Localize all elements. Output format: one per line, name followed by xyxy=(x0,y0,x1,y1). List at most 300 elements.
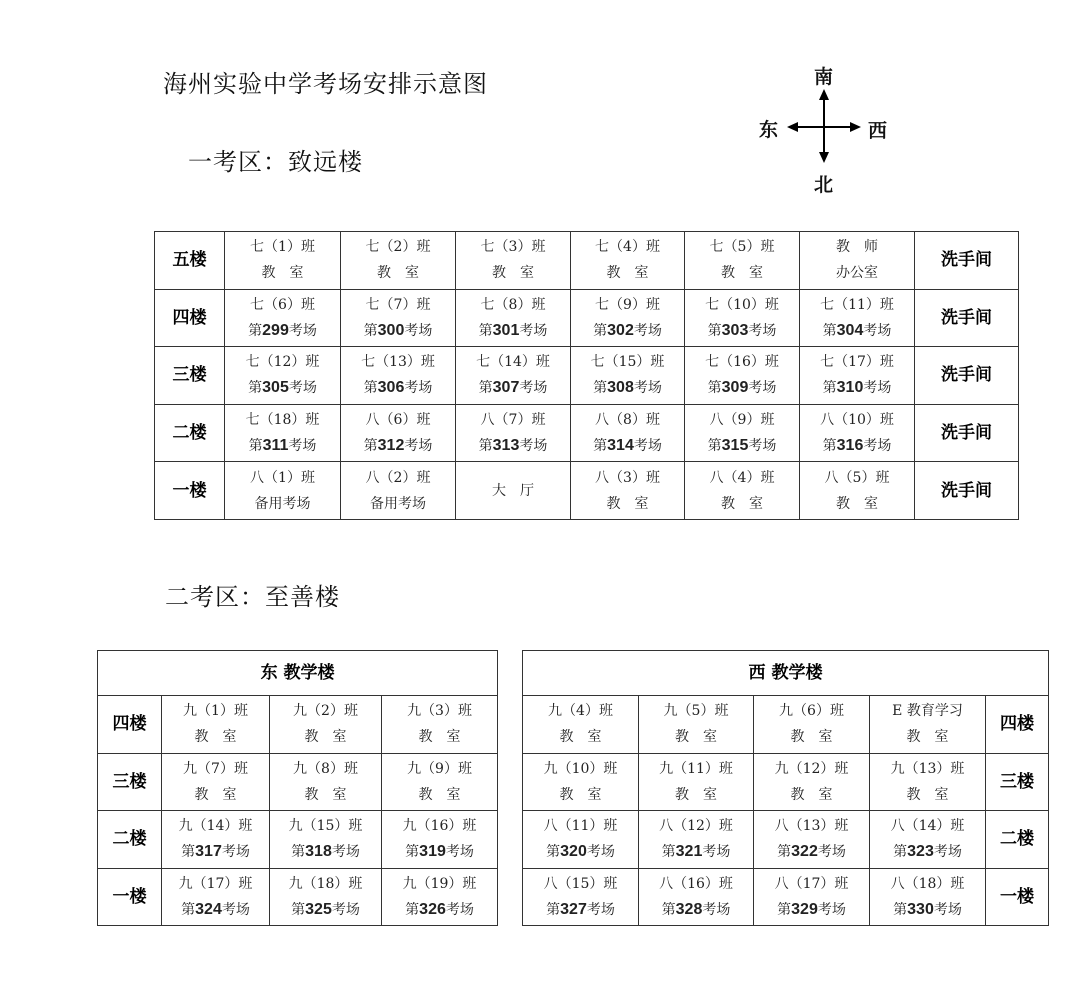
compass-top-label: 南 xyxy=(814,66,834,88)
class-label: 七（15）班 xyxy=(590,354,665,371)
class-label: 九（10）班 xyxy=(543,760,618,777)
room-cell xyxy=(225,232,341,290)
room-cell xyxy=(341,462,456,520)
floor-label: 二楼 xyxy=(986,811,1049,869)
exam-room-label xyxy=(225,375,340,401)
room-type-label: 教 室 xyxy=(377,265,419,282)
exam-room-number: 317 xyxy=(195,843,222,861)
exam-room-prefix: 第 xyxy=(248,380,263,397)
class-label: 七（17）班 xyxy=(820,354,894,371)
room-cell xyxy=(800,289,915,347)
washroom-cell: 洗手间 xyxy=(915,289,1019,347)
room-cell xyxy=(754,811,870,869)
exam-room-prefix: 第 xyxy=(707,322,722,339)
room-cell xyxy=(523,696,639,754)
exam-room-label xyxy=(523,897,638,923)
exam-room-prefix: 第 xyxy=(405,844,420,861)
exam-room-suffix: 考场 xyxy=(702,902,731,919)
room-cell xyxy=(754,868,870,926)
room-cell xyxy=(456,232,571,290)
exam-room-suffix: 考场 xyxy=(331,902,360,919)
room-cell xyxy=(870,696,986,754)
room-cell xyxy=(639,811,754,869)
exam-room-suffix: 考场 xyxy=(863,322,892,339)
west-floor-row xyxy=(523,868,1049,926)
room-cell xyxy=(754,696,870,754)
east-floor-row xyxy=(98,811,498,869)
floor-label: 一楼 xyxy=(98,868,162,926)
class-label: 八（18）班 xyxy=(890,876,965,893)
room-type-label: 教 室 xyxy=(721,495,763,512)
exam-room-prefix: 第 xyxy=(822,322,837,339)
exam-room-suffix: 考场 xyxy=(586,902,615,919)
room-cell xyxy=(270,868,382,926)
floor-label: 三楼 xyxy=(155,347,225,405)
exam-room-label xyxy=(341,318,455,344)
exam-room-number: 319 xyxy=(419,843,446,861)
exam-room-suffix: 考场 xyxy=(288,438,317,455)
exam-room-suffix: 考场 xyxy=(404,322,433,339)
room-cell xyxy=(571,347,685,405)
class-label: 九（2）班 xyxy=(293,703,358,720)
exam-room-suffix: 考场 xyxy=(519,380,548,397)
class-label: 八（15）班 xyxy=(543,876,618,893)
room-type-label: 教 室 xyxy=(559,729,602,746)
zone1-rows xyxy=(155,232,1019,520)
exam-room-number: 308 xyxy=(607,379,634,397)
class-label: 七（12）班 xyxy=(245,354,320,371)
room-type-label: 备用考场 xyxy=(370,495,426,512)
exam-room-prefix: 第 xyxy=(363,322,378,339)
floor-label: 五楼 xyxy=(155,232,225,290)
room-type-label: 教 室 xyxy=(790,786,833,803)
class-label: 八（13）班 xyxy=(774,818,849,835)
room-cell xyxy=(800,347,915,405)
exam-room-suffix: 考场 xyxy=(633,322,662,339)
room-cell xyxy=(341,404,456,462)
floor-label: 三楼 xyxy=(986,753,1049,811)
class-label: 七（7）班 xyxy=(365,296,431,313)
west-floor-row xyxy=(523,811,1049,869)
exam-room-number: 322 xyxy=(791,843,818,861)
room-cell xyxy=(685,289,800,347)
room-cell xyxy=(456,404,571,462)
zone1-floor-row xyxy=(155,232,1019,290)
exam-room-number: 316 xyxy=(836,437,864,455)
exam-room-label xyxy=(639,839,753,865)
exam-room-label xyxy=(225,433,340,459)
room-cell xyxy=(639,753,754,811)
room-cell xyxy=(270,696,382,754)
exam-room-number: 302 xyxy=(607,321,634,339)
room-cell xyxy=(225,462,341,520)
room-cell xyxy=(571,404,685,462)
room-cell xyxy=(341,289,456,347)
zone1-floor-row xyxy=(155,289,1019,347)
class-label: 八（14）班 xyxy=(890,818,965,835)
room-cell xyxy=(270,811,382,869)
exam-room-suffix: 考场 xyxy=(748,322,777,339)
room-cell xyxy=(571,232,685,290)
class-label: 八（9）班 xyxy=(709,412,775,429)
zone1-floor-row xyxy=(155,404,1019,462)
class-label: 八（11）班 xyxy=(543,818,618,835)
room-type-label: 办公室 xyxy=(836,265,878,282)
exam-room-number: 325 xyxy=(305,901,332,919)
class-label: 七（8）班 xyxy=(480,296,546,313)
exam-room-prefix: 第 xyxy=(248,438,263,455)
washroom-cell: 洗手间 xyxy=(915,232,1019,290)
room-cell xyxy=(523,868,639,926)
washroom-cell: 洗手间 xyxy=(915,404,1019,462)
west-floor-row xyxy=(523,753,1049,811)
exam-room-number: 312 xyxy=(377,437,405,455)
exam-room-label xyxy=(456,318,570,344)
class-label: 九（8）班 xyxy=(293,760,358,777)
exam-room-suffix: 考场 xyxy=(519,438,548,455)
class-label: 七（3）班 xyxy=(480,239,546,256)
room-cell xyxy=(456,347,571,405)
room-cell xyxy=(456,289,571,347)
compass xyxy=(755,58,895,196)
room-cell xyxy=(162,696,270,754)
exam-room-label xyxy=(870,897,985,923)
class-label: E 教育学习 xyxy=(892,703,963,720)
room-cell xyxy=(382,753,498,811)
room-cell xyxy=(754,753,870,811)
exam-room-suffix: 考场 xyxy=(633,438,662,455)
class-label: 八（16）班 xyxy=(659,876,733,893)
floor-label: 一楼 xyxy=(986,868,1049,926)
exam-room-label xyxy=(800,318,914,344)
exam-room-suffix: 考场 xyxy=(586,844,615,861)
compass-bottom-label: 北 xyxy=(814,174,834,196)
exam-room-prefix: 第 xyxy=(181,902,196,919)
room-type-label: 教 室 xyxy=(559,786,602,803)
compass-left-label: 东 xyxy=(759,119,779,141)
compass-right-label: 西 xyxy=(868,120,888,142)
west-header-row xyxy=(523,651,1049,696)
exam-room-number: 306 xyxy=(377,379,405,397)
exam-room-suffix: 考场 xyxy=(404,438,433,455)
room-cell xyxy=(162,811,270,869)
exam-room-number: 314 xyxy=(607,437,634,455)
exam-room-suffix: 考场 xyxy=(288,380,317,397)
room-cell xyxy=(685,232,800,290)
exam-room-prefix: 第 xyxy=(405,902,420,919)
class-label: 八（3）班 xyxy=(595,469,660,486)
exam-room-prefix: 第 xyxy=(248,322,263,339)
exam-room-number: 330 xyxy=(907,901,934,919)
room-cell xyxy=(270,753,382,811)
exam-room-suffix: 考场 xyxy=(933,844,962,861)
room-cell xyxy=(523,753,639,811)
exam-room-suffix: 考场 xyxy=(404,380,433,397)
exam-room-label xyxy=(162,839,269,865)
zone2-title: 二考区：至善楼 xyxy=(165,583,340,611)
class-label: 八（10）班 xyxy=(820,412,894,429)
exam-room-prefix: 第 xyxy=(707,438,722,455)
class-label: 八（17）班 xyxy=(774,876,849,893)
exam-room-label xyxy=(225,318,340,344)
exam-room-label xyxy=(456,375,570,401)
room-cell xyxy=(639,696,754,754)
washroom-cell: 洗手间 xyxy=(915,347,1019,405)
floor-label: 四楼 xyxy=(986,696,1049,754)
class-label: 七（9）班 xyxy=(595,296,660,313)
exam-room-number: 320 xyxy=(560,843,587,861)
exam-room-suffix: 考场 xyxy=(748,380,777,397)
room-type-label: 教 室 xyxy=(261,265,304,282)
exam-room-prefix: 第 xyxy=(546,844,561,861)
exam-room-number: 305 xyxy=(262,379,289,397)
class-label: 八（6）班 xyxy=(365,412,431,429)
room-type-label: 教 室 xyxy=(906,729,949,746)
class-label: 八（1）班 xyxy=(250,469,315,486)
class-label: 七（13）班 xyxy=(361,354,435,371)
floor-label: 二楼 xyxy=(155,404,225,462)
exam-room-suffix: 考场 xyxy=(519,322,548,339)
room-type-label: 教 室 xyxy=(606,265,649,282)
exam-room-suffix: 考场 xyxy=(863,438,892,455)
exam-room-prefix: 第 xyxy=(478,438,493,455)
class-label: 七（6）班 xyxy=(250,296,315,313)
exam-room-number: 321 xyxy=(675,843,703,861)
class-label: 九（12）班 xyxy=(774,760,849,777)
zone1-title: 一考区：致远楼 xyxy=(188,148,363,176)
east-floor-row xyxy=(98,753,498,811)
exam-room-prefix: 第 xyxy=(777,902,792,919)
class-label: 九（5）班 xyxy=(663,703,729,720)
exam-room-number: 301 xyxy=(492,321,520,339)
east-building-header: 东 教学楼 xyxy=(98,651,498,696)
class-label: 九（14）班 xyxy=(178,818,253,835)
exam-room-suffix: 考场 xyxy=(633,380,662,397)
exam-room-suffix: 考场 xyxy=(445,844,474,861)
zone2-west-rows xyxy=(523,651,1049,926)
room-type-label: 教 室 xyxy=(721,265,763,282)
exam-room-number: 304 xyxy=(836,321,864,339)
exam-room-label xyxy=(639,897,753,923)
exam-room-prefix: 第 xyxy=(181,844,196,861)
room-cell xyxy=(162,868,270,926)
exam-room-label xyxy=(270,839,381,865)
exam-room-label xyxy=(800,375,914,401)
room-type-label: 教 室 xyxy=(606,495,649,512)
room-cell xyxy=(870,811,986,869)
room-cell xyxy=(870,868,986,926)
exam-room-suffix: 考场 xyxy=(817,844,846,861)
class-label: 九（4）班 xyxy=(548,703,613,720)
exam-room-number: 328 xyxy=(675,901,703,919)
room-cell xyxy=(639,868,754,926)
room-type-label: 教 室 xyxy=(418,786,461,803)
room-type-label: 教 室 xyxy=(675,786,717,803)
exam-room-prefix: 第 xyxy=(478,322,493,339)
exam-room-label xyxy=(341,433,455,459)
room-cell xyxy=(382,868,498,926)
zone1-floor-row xyxy=(155,347,1019,405)
exam-room-prefix: 第 xyxy=(893,902,908,919)
class-label: 教 师 xyxy=(836,239,878,256)
room-type-label: 教 室 xyxy=(304,786,347,803)
class-label: 八（7）班 xyxy=(480,412,546,429)
floor-label: 四楼 xyxy=(98,696,162,754)
exam-room-label xyxy=(341,375,455,401)
exam-room-label xyxy=(270,897,381,923)
exam-room-label xyxy=(382,839,497,865)
exam-room-prefix: 第 xyxy=(593,322,608,339)
room-cell xyxy=(382,696,498,754)
class-label: 九（17）班 xyxy=(178,876,253,893)
floor-label: 二楼 xyxy=(98,811,162,869)
east-floor-row xyxy=(98,696,498,754)
exam-room-prefix: 第 xyxy=(893,844,908,861)
class-label: 八（12）班 xyxy=(659,818,733,835)
exam-room-number: 318 xyxy=(305,843,332,861)
class-label: 九（16）班 xyxy=(402,818,477,835)
class-label: 九（6）班 xyxy=(779,703,844,720)
class-label: 大 厅 xyxy=(492,482,534,499)
exam-room-suffix: 考场 xyxy=(748,438,777,455)
exam-room-prefix: 第 xyxy=(291,844,306,861)
class-label: 九（3）班 xyxy=(407,703,472,720)
room-type-label: 教 室 xyxy=(492,265,534,282)
exam-room-suffix: 考场 xyxy=(331,844,360,861)
room-type-label: 教 室 xyxy=(906,786,949,803)
exam-room-prefix: 第 xyxy=(777,844,792,861)
class-label: 七（16）班 xyxy=(705,354,779,371)
exam-room-number: 326 xyxy=(419,901,446,919)
exam-room-prefix: 第 xyxy=(478,380,493,397)
exam-room-label xyxy=(685,318,799,344)
room-cell xyxy=(685,347,800,405)
class-label: 九（9）班 xyxy=(407,760,472,777)
exam-room-number: 324 xyxy=(195,901,222,919)
exam-room-prefix: 第 xyxy=(661,844,676,861)
exam-room-prefix: 第 xyxy=(291,902,306,919)
room-type-label: 备用考场 xyxy=(254,495,311,512)
exam-room-suffix: 考场 xyxy=(933,902,962,919)
class-label: 八（8）班 xyxy=(595,412,660,429)
exam-room-label xyxy=(162,897,269,923)
class-label: 九（19）班 xyxy=(402,876,477,893)
exam-room-suffix: 考场 xyxy=(221,844,250,861)
zone2-east-rows xyxy=(98,651,498,926)
exam-room-label xyxy=(800,433,914,459)
room-cell xyxy=(225,289,341,347)
room-cell xyxy=(382,811,498,869)
exam-room-suffix: 考场 xyxy=(445,902,474,919)
zone1-table xyxy=(154,231,1019,520)
zone1-floor-row xyxy=(155,462,1019,520)
class-label: 九（13）班 xyxy=(890,760,965,777)
east-header-row xyxy=(98,651,498,696)
exam-room-prefix: 第 xyxy=(822,438,837,455)
zone2-west-table xyxy=(522,650,1049,926)
exam-room-label xyxy=(571,318,684,344)
exam-room-number: 311 xyxy=(262,437,289,455)
exam-room-label xyxy=(685,433,799,459)
class-label: 九（1）班 xyxy=(183,703,248,720)
exam-room-label xyxy=(382,897,497,923)
class-label: 七（14）班 xyxy=(476,354,550,371)
exam-room-prefix: 第 xyxy=(707,380,722,397)
west-floor-row xyxy=(523,696,1049,754)
floor-label: 四楼 xyxy=(155,289,225,347)
east-floor-row xyxy=(98,868,498,926)
room-type-label: 教 室 xyxy=(194,729,237,746)
exam-room-label xyxy=(754,897,869,923)
class-label: 七（18）班 xyxy=(245,412,320,429)
room-type-label: 教 室 xyxy=(675,729,717,746)
room-cell xyxy=(456,462,571,520)
class-label: 八（2）班 xyxy=(365,469,431,486)
room-type-label: 教 室 xyxy=(304,729,347,746)
class-label: 七（5）班 xyxy=(709,239,775,256)
exam-room-prefix: 第 xyxy=(661,902,676,919)
exam-room-number: 329 xyxy=(791,901,818,919)
room-cell xyxy=(341,232,456,290)
room-type-label: 教 室 xyxy=(418,729,461,746)
exam-room-suffix: 考场 xyxy=(817,902,846,919)
exam-room-number: 323 xyxy=(907,843,934,861)
class-label: 八（4）班 xyxy=(709,469,775,486)
exam-room-label xyxy=(523,839,638,865)
room-cell xyxy=(800,404,915,462)
west-building-header: 西 教学楼 xyxy=(523,651,1049,696)
exam-room-label xyxy=(685,375,799,401)
exam-room-prefix: 第 xyxy=(363,380,378,397)
room-cell xyxy=(870,753,986,811)
exam-room-label xyxy=(571,433,684,459)
class-label: 八（5）班 xyxy=(824,469,890,486)
room-cell xyxy=(571,289,685,347)
room-cell xyxy=(225,404,341,462)
room-cell xyxy=(685,462,800,520)
class-label: 九（7）班 xyxy=(183,760,248,777)
exam-room-suffix: 考场 xyxy=(702,844,731,861)
room-cell xyxy=(800,462,915,520)
exam-room-suffix: 考场 xyxy=(288,322,317,339)
exam-room-number: 310 xyxy=(836,379,864,397)
exam-room-label xyxy=(870,839,985,865)
room-cell xyxy=(162,753,270,811)
exam-room-number: 307 xyxy=(492,379,520,397)
room-cell xyxy=(571,462,685,520)
class-label: 七（11）班 xyxy=(820,296,894,313)
room-type-label: 教 室 xyxy=(194,786,237,803)
class-label: 七（4）班 xyxy=(595,239,660,256)
class-label: 七（1）班 xyxy=(250,239,315,256)
exam-room-number: 315 xyxy=(721,437,749,455)
room-cell xyxy=(225,347,341,405)
floor-label: 三楼 xyxy=(98,753,162,811)
exam-room-suffix: 考场 xyxy=(863,380,892,397)
class-label: 七（10）班 xyxy=(705,296,779,313)
class-label: 九（11）班 xyxy=(659,760,733,777)
room-cell xyxy=(523,811,639,869)
class-label: 七（2）班 xyxy=(365,239,431,256)
exam-room-prefix: 第 xyxy=(546,902,561,919)
exam-room-prefix: 第 xyxy=(593,438,608,455)
exam-room-suffix: 考场 xyxy=(221,902,250,919)
exam-room-number: 309 xyxy=(721,379,749,397)
exam-room-number: 327 xyxy=(560,901,587,919)
room-cell xyxy=(800,232,915,290)
washroom-cell: 洗手间 xyxy=(915,462,1019,520)
room-type-label: 教 室 xyxy=(836,495,878,512)
